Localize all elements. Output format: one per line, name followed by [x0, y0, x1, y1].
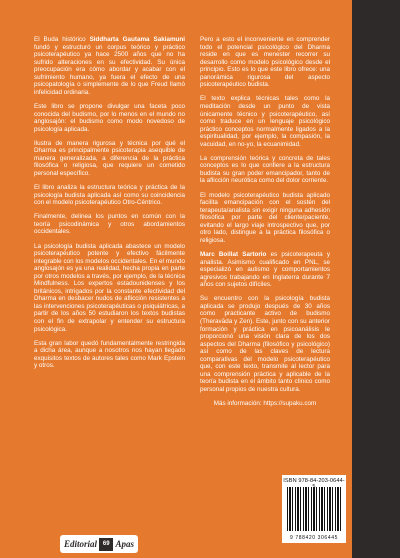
- text: fundó y estructuró un corpus teórico y práctico psicoterapéutico ya hace 2500 años que no ha sufrido alteraciones en su efectividad. Su única preocupación era cómo abordar y acabar con el sufrimiento humano, ya fuera el efecto de una psicopatología o simplemente de lo que Freud llamó infelicidad ordinaria.: [34, 43, 185, 96]
- paragraph: El libro analiza la estructura teórica y práctica de la psicología budista aplicada así como su coincidencia con el modelo psicoterapéutico Otro-Céntrico.: [34, 184, 185, 207]
- paragraph: Este libro se propone divulgar una faceta poco conocida del budismo, por lo menos en el mundo no anglosajón: el budismo como modo novedoso de psicología aplicada.: [34, 102, 185, 133]
- right-text-column: [200, 36, 330, 414]
- paragraph: El texto explica técnicas tales como la meditación desde un punto de vista únicamente técnico y psicoterapéutico, así como traduce en un lenguaje psicológico práctico conceptos normalmente ligados a la espiritualidad, por ejemplo, la compasión, la vacuidad, en no-yo, la ecuanimidad.: [200, 95, 330, 148]
- text: El Buda histórico: [34, 36, 90, 43]
- barcode-bars: [287, 487, 341, 531]
- barcode-digits: 9 788420 306445: [290, 535, 338, 541]
- more-info-link[interactable]: Más información: https://supaku.com: [213, 400, 317, 408]
- publisher-number: 69: [99, 538, 113, 551]
- barcode: [282, 475, 346, 543]
- author-bio: [200, 251, 330, 289]
- isbn-label: ISBN 978-84-203-0644-: [283, 478, 345, 484]
- paragraph: Finalmente, delinea los puntos en común con la teoría psicodinámica y otros abordamientos occidentales.: [34, 213, 185, 236]
- paragraph: La psicología budista aplicada abastece un modelo psicoterapéutico potente y efectivo fácilmente integrable con los modelos occidentales. En el mundo anglosajón es ya una realidad, hecha propia en parte por otros modelos a través, por ejemplo, de la técnica Mindfulness. Los expertos estadounidenses y los británicos, intrigados por la constante efectividad del Dharma en desbacer nudos de aflicción resistentes a las intervenciones psicoterapéuticas o psiquiátricas, a partir de los años 50 estudiaron los textos budistas con el fin de extrapolar y entender su estructura psicológica.: [34, 242, 185, 333]
- paragraph: [34, 36, 185, 96]
- publisher-logo: [60, 535, 138, 553]
- publisher-name-part1: Editorial: [64, 539, 98, 549]
- author-name: Marc Boillat Sartorio: [200, 251, 267, 259]
- paragraph: Esta gran labor quedó fundamentalmente restringida a dicha área, aunque a nosotros nos hayan llegado exquisitos textos de autores tales como Mark Epstein y otros.: [34, 339, 185, 370]
- dark-spine-band: [352, 0, 400, 558]
- paragraph: Su encuentro con la psicología budista aplicada se produjo después de 30 años como practicante activo de budismo (Theravāda y Zen). Este, junto con su anterior formación y práctica en psicoanálisis le proporcionó una visión clara de los dos aspectos del Dharma (filosófico y psicológico) así como de las claves de lectura comparativas del modelo psicoterapéutico que, con este texto, transmite al lector para una comprensión práctica y aplicable de la teoría budista en el ámbito tanto clínico como personal propios de nuestra cultura.: [200, 295, 330, 393]
- publisher-name-part2: Apas: [115, 539, 134, 549]
- left-text-column: [34, 36, 185, 376]
- author-buddha-name: Siddharta Gautama Sakiamuni: [89, 36, 185, 43]
- paragraph: El modelo psicoterapéutico budista aplicado facilita emancipación con el sostén del terapeuta/analista sin exigir ninguna adhesión filosófica por parte del cliente/paciente, evitando el largo viaje introspectivo que, por otro lado, distingue a la práctica filosófica o religiosa.: [200, 191, 330, 244]
- paragraph: Pero a esto el inconveniente en comprender todo el potencial psicológico del Dharma reside en que es menester recorrer su desarrollo como modelo psicológico desde el principio. Esto es lo que este libro ofrece: una panorámica rigurosa del aspecto psicoterapéutico budista.: [200, 36, 330, 89]
- text: es psicoterapeuta y analista. Asimismo cualificado en PNL, se especializó en autismo y comportamientos agresivos trabajando en Inglaterra durante 7 años con sujetos difíciles.: [200, 251, 330, 289]
- paragraph: La comprensión teórica y concreta de tales conceptos es lo que confiere a la estructura budista su gran poder emancipador, tanto de la aflicción neurótica como del dolor corriente.: [200, 154, 330, 185]
- paragraph: Ilustra de manera rigurosa y técnica por qué el Dharma es principalmente psicoterapia asequible de manera generalizada, a diferencia de la práctica filosófica o religiosa, que requiere un cometido personal específico.: [34, 139, 185, 177]
